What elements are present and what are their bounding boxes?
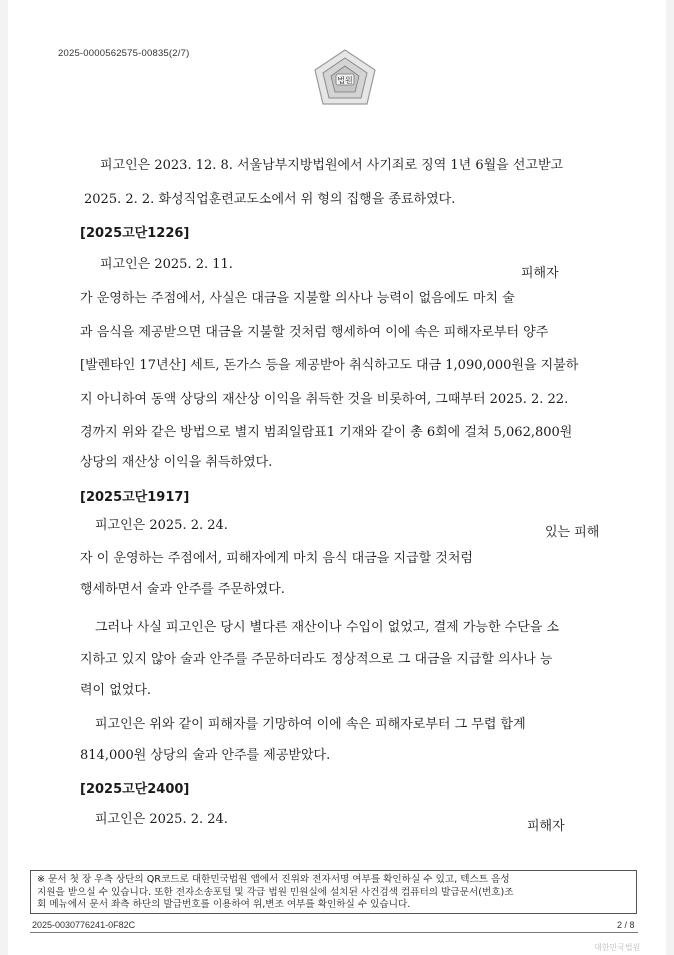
case1917-line: 력이 없었다. [80,683,152,698]
case-title-1917: [2025고단1917] [80,490,190,505]
case1226-line: 가 운영하는 주점에서, 사실은 대금을 지불할 의사나 능력이 없음에도 마치 술 [80,291,515,306]
intro-line-2: 2025. 2. 2. 화성직업훈련교도소에서 위 형의 집행을 종료하였다. [84,192,456,207]
case1226-first-left: 피고인은 2025. 2. 11. [100,257,233,272]
case1226-line: 과 음식을 제공받으면 대금을 지불할 것처럼 행세하여 이에 속은 피해자로부터 양주 [80,325,549,340]
scan-edge-right [666,0,674,955]
case1226-first-right: 피해자 [521,266,559,281]
notice-line: 회 메뉴에서 문서 좌측 하단의 발급번호를 이용하여 위,변조 여부를 확인하실 수 있습니다. [37,899,411,910]
case-title-2400: [2025고단2400] [80,782,190,797]
case1917-line: 지하고 있지 않아 술과 안주를 주문하더라도 정상적으로 그 대금을 지급할 의사나 능 [80,652,553,667]
case1226-line: [발렌타인 17년산] 세트, 돈가스 등을 제공받아 취식하고도 대금 1,090,000원을 지불하 [80,358,579,373]
document-id: 2025-0000562575-00835(2/7) [58,48,190,59]
case1917-first-right: 있는 피해 [545,525,600,540]
footer-divider [30,932,638,933]
case1917-first-left: 피고인은 2025. 2. 24. [95,518,228,533]
page-number: 2 / 8 [617,920,635,930]
case1226-line: 경까지 위와 같은 방법으로 별지 범죄일람표1 기재와 같이 총 6회에 걸쳐 5,062,800원 [80,425,573,440]
court-seal-icon [309,46,381,118]
verification-notice [30,870,637,914]
notice-line: ※ 문서 첫 장 우측 상단의 QR코드로 대한민국법원 앱에서 진위와 전자서명 여부를 확인하실 수 있고, 텍스트 음성 [37,874,510,885]
case1226-line: 지 아니하여 동액 상당의 재산상 이익을 취득한 것을 비롯하여, 그때부터 2025. 2. 22. [80,392,569,407]
case2400-first-left: 피고인은 2025. 2. 24. [95,812,228,827]
case-title-1226: [2025고단1226] [80,226,190,241]
seal-text: 법원 [337,76,353,85]
watermark: 대한민국법원 [594,943,641,952]
case1917-line: 자 이 운영하는 주점에서, 피해자에게 마치 음식 대금을 지급할 것처럼 [80,551,473,566]
issue-number: 2025-0030776241-0F82C [32,920,136,930]
case1917-line: 행세하면서 술과 안주를 주문하였다. [80,582,285,597]
case1917-line: 그러나 사실 피고인은 당시 별다른 재산이나 수입이 없었고, 결제 가능한 수단을 소 [95,620,560,635]
intro-line-1: 피고인은 2023. 12. 8. 서울남부지방법원에서 사기죄로 징역 1년 6월을 선고받고 [100,158,564,173]
scan-edge-left [0,0,8,955]
case1226-line: 상당의 재산상 이익을 취득하였다. [80,455,273,470]
case1917-line: 피고인은 위와 같이 피해자를 기망하여 이에 속은 피해자로부터 그 무렵 합계 [95,717,526,732]
case2400-first-right: 피해자 [527,819,565,834]
notice-line: 지원을 받으실 수 있습니다. 또한 전자소송포털 및 각급 법원 민원실에 설치된 사건검색 컴퓨터의 발급문서(번호)조 [37,886,514,898]
case1917-line: 814,000원 상당의 술과 안주를 제공받았다. [80,748,331,763]
